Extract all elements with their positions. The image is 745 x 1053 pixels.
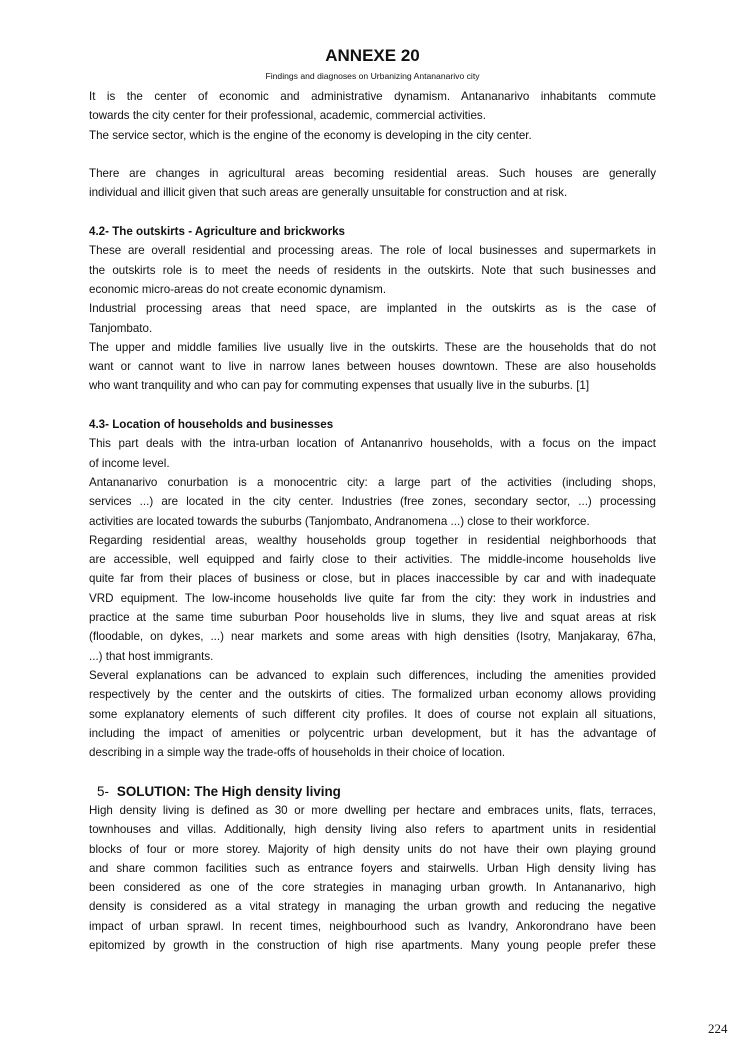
paragraph-line: This part deals with the intra-urban location of Antananrivo households, with a focus on the impact bbox=[89, 437, 656, 451]
paragraph-line: some explanatory elements of such different city profiles. It does of course not explain all situations, bbox=[89, 707, 656, 721]
paragraph-line: and share common facilities such as entrance foyers and stairwells. Urban High density living has bbox=[89, 861, 656, 875]
page-number: 224 bbox=[708, 1021, 728, 1036]
paragraph-line: High density living is defined as 30 or more dwelling per hectare and embraces units, flats, terraces, bbox=[89, 803, 656, 817]
paragraph-line: ...) that host immigrants. bbox=[89, 649, 214, 663]
paragraph-line: activities are located towards the suburbs (Tanjombato, Andranomena ...) close to their workforce. bbox=[89, 514, 590, 528]
paragraph-line: Regarding residential areas, wealthy households group together in residential neighborhoods that bbox=[89, 533, 656, 547]
paragraph-line: blocks of four or more storey. Majority of high density units do not have their own playing ground bbox=[89, 842, 656, 856]
section-heading-numbered bbox=[89, 782, 656, 801]
paragraph-line: want or cannot want to live in narrow lanes between houses downtown. These are also households bbox=[89, 360, 656, 374]
paragraph-line: describing in a simple way the trade-offs of households in their choice of location. bbox=[89, 746, 506, 760]
paragraph-line: The upper and middle families live usually live in the outskirts. These are the households that do not bbox=[89, 340, 656, 354]
page-title: ANNEXE 20 bbox=[325, 46, 420, 65]
paragraph-line: are accessible, well equipped and fairly close to their activities. The middle-income households live bbox=[89, 553, 656, 567]
paragraph-line: individual and illicit given that such areas are generally unsuitable for construction and at risk. bbox=[89, 186, 568, 200]
paragraph-line: Tanjombato. bbox=[89, 321, 153, 335]
blank-line bbox=[89, 203, 656, 222]
paragraph-line: quite far from their places of business or close, but in places inaccessible by car and with inadequate bbox=[89, 572, 656, 586]
section-heading: 4.3- Location of households and businesses bbox=[89, 418, 334, 432]
document-body bbox=[89, 87, 656, 955]
paragraph-line: Industrial processing areas that need space, are implanted in the outskirts as is the case of bbox=[89, 302, 656, 316]
paragraph-line: (floodable, on dykes, ...) near markets and some areas with high densities (Isotry, Manjakaray, 67ha, bbox=[89, 630, 656, 644]
section-heading: 4.2- The outskirts - Agriculture and brickworks bbox=[89, 225, 345, 239]
blank-line bbox=[89, 396, 656, 415]
blank-line bbox=[89, 762, 656, 781]
paragraph-line: who want tranquility and who can pay for commuting expenses that usually live in the suburbs. [1] bbox=[89, 379, 590, 393]
paragraph-line: These are overall residential and processing areas. The role of local businesses and supermarkets in bbox=[89, 244, 656, 258]
paragraph-line: Antananarivo conurbation is a monocentric city: a large part of the activities (including shops, bbox=[89, 475, 656, 489]
paragraph-line: including the impact of amenities or polycentric urban development, but it has the advantage of bbox=[89, 726, 656, 740]
paragraph-line: townhouses and villas. Additionally, high density living also refers to apartment units in residential bbox=[89, 823, 656, 837]
paragraph-line: towards the city center for their professional, academic, commercial activities. bbox=[89, 109, 486, 123]
paragraph-line: Several explanations can be advanced to explain such differences, including the amenities provided bbox=[89, 668, 656, 682]
paragraph-line: of income level. bbox=[89, 456, 170, 470]
paragraph-line: services ...) are located in the city center. Industries (free zones, secondary sector, ...) processing bbox=[89, 495, 656, 509]
paragraph-line: The service sector, which is the engine of the economy is developing in the city center. bbox=[89, 128, 532, 142]
section-heading-text: SOLUTION: The High density living bbox=[116, 783, 341, 799]
paragraph-line: respectively by the center and the outskirts of cities. The formalized urban economy allows providing bbox=[89, 688, 656, 702]
paragraph-line: It is the center of economic and administrative dynamism. Antananarivo inhabitants commute bbox=[89, 90, 656, 103]
paragraph-line: VRD equipment. The low-income households live quite far from the city: they work in industries and bbox=[89, 591, 656, 605]
paragraph-line: economic micro-areas do not create economic dynamism. bbox=[89, 282, 387, 296]
paragraph-line: been considered as one of the core strategies in managing urban growth. In Antananarivo, high bbox=[89, 881, 656, 895]
page-subtitle: Findings and diagnoses on Urbanizing Antananarivo city bbox=[265, 71, 480, 81]
paragraph-line: density is considered as a vital strategy in managing the urban growth and reducing the negative bbox=[89, 900, 656, 914]
paragraph-line: There are changes in agricultural areas becoming residential areas. Such houses are generally bbox=[89, 167, 656, 181]
paragraph-line: impact of urban sprawl. In recent times, neighbourhood such as Ivandry, Ankorondrano have been bbox=[89, 919, 656, 933]
paragraph-line: epitomized by growth in the construction of high rise apartments. Many young people prefer these bbox=[89, 939, 656, 953]
paragraph-line: the outskirts role is to meet the needs of residents in the outskirts. Note that such businesses and bbox=[89, 263, 656, 277]
paragraph-line: practice at the same time suburban Poor households live in slums, they live and squat areas at risk bbox=[89, 611, 656, 625]
blank-line bbox=[89, 145, 656, 164]
section-number: 5- bbox=[97, 783, 109, 799]
